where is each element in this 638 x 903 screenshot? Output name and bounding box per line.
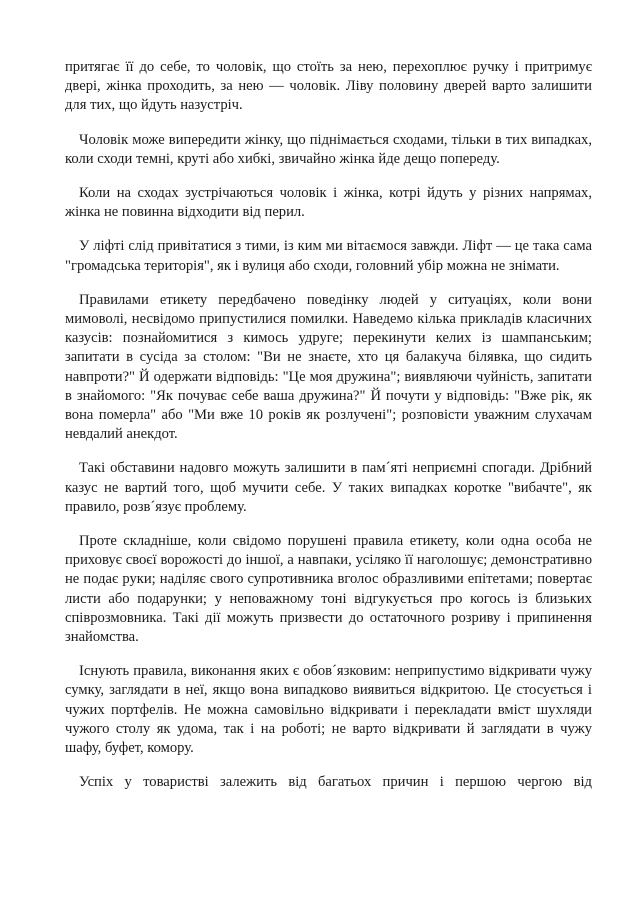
paragraph-stairs-meeting: Коли на сходах зустрічаються чоловік і жінка, котрі йдуть у різних напрямах, жінка не повинна відходити від перил. [65,185,592,221]
paragraph-deliberate-violations: Проте складніше, коли свідомо порушені правила етикету, коли одна особа не приховує своєї ворожості до іншої, а навпаки, усіляко її наголошує; демонстративно не подає руки; наділяє свого супротивника вголос образливими епітетами; повертає листи або подарунки; у неповажному тоні відгукується про когось із близьких співрозмовника. Такі дії можуть призвести до остаточного розриву і припинення знайомства. [65,533,592,646]
paragraph-mandatory-rules: Існують правила, виконання яких є обов´язковим: неприпустимо відкривати чужу сумку, заглядати в неї, якщо вона випадково виявиться відкритою. Це стосується і чужих портфелів. Не можна самовільно відкривати і перекладати вміст шухляди чужого столу як удома, так і на роботі; не варто відкривати й заглядати в чужу шафу, буфет, комору. [65,663,592,757]
paragraph-success: Успіх у товаристві залежить від багатьох причин і першою чергою від [79,774,592,791]
document-page [65,58,592,808]
paragraph-unpleasant-memories: Такі обставини надовго можуть залишити в пам´яті неприємні спогади. Дрібний казус не вартий того, щоб мучити себе. У таких випадках коротке "вибачте", як правило, розв´язує проблему. [65,460,592,515]
paragraph-stairs-man: Чоловік може випередити жінку, що піднімається сходами, тільки в тих випадках, коли сходи темні, круті або хибкі, звичайно жінка йде дещо попереду. [65,131,592,167]
paragraph-continuation: притягає її до себе, то чоловік, що стоїть за нею, перехоплює ручку і притримує двері, жінка проходить, за нею — чоловік. Ліву половину дверей варто залишити для тих, що йдуть назустріч. [65,59,592,114]
paragraph-elevator: У ліфті слід привітатися з тими, із ким ми вітаємося завжди. Ліфт — це така сама "громадська територія", як і вулиця або сходи, головний убір можна не знімати. [65,238,592,274]
paragraph-etiquette-mistakes: Правилами етикету передбачено поведінку людей у ситуаціях, коли вони мимоволі, несвідомо припустилися помилки. Наведемо кілька прикладів класичних казусів: познайомитися з кимось удруге; перекинути келих із шампанським; запитати в сусіда за столом: "Ви не знаєте, хто ця балакуча білявка, що сидить навпроти?" Й одержати відповідь: "Це моя дружина"; виявляючи чуйність, запитати в знайомого: "Як почуває себе ваша дружина?" Й почути у відповідь: "Вже рік, як вона померла" або "Ми вже 10 років як розлучені"; розповісти уважним слухачам невдалий анекдот. [65,291,592,443]
